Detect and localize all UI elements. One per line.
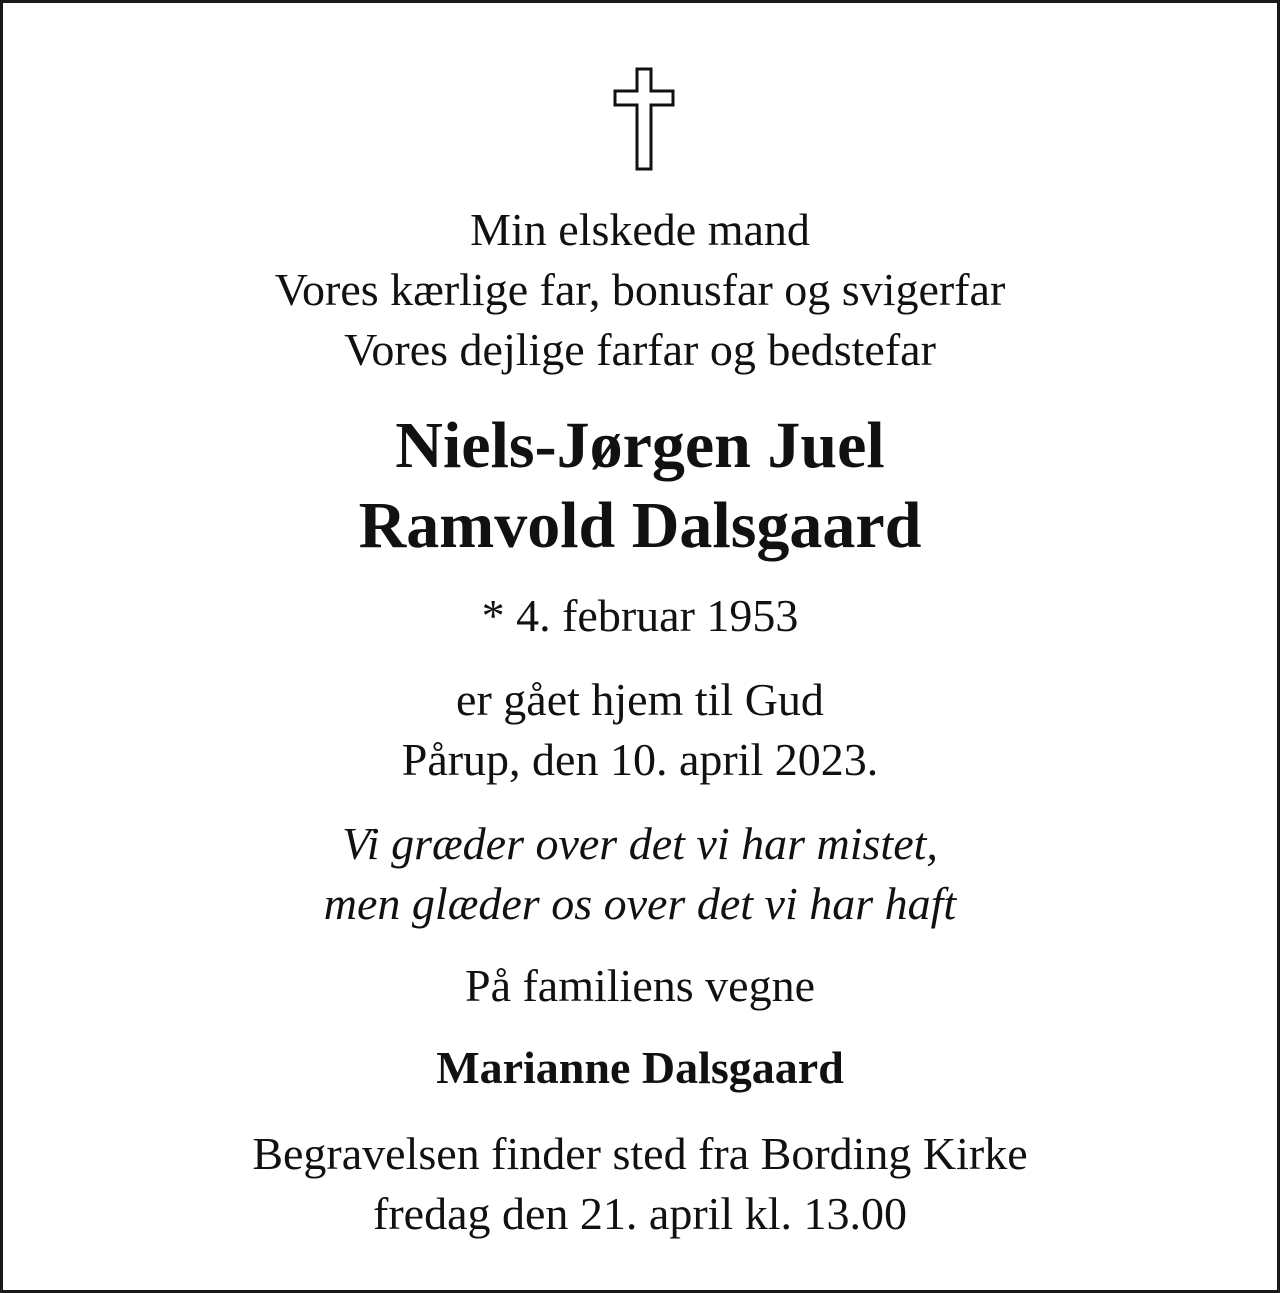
funeral-line-2: fredag den 21. april kl. 13.00 xyxy=(373,1188,907,1239)
deceased-name-line-1: Niels-Jørgen Juel xyxy=(395,409,885,482)
birth-date: * 4. februar 1953 xyxy=(481,590,799,641)
funeral-line-1: Begravelsen finder sted fra Bording Kirke xyxy=(252,1128,1028,1179)
verse-line-1: Vi græder over det vi har mistet, xyxy=(342,818,938,869)
cross-icon xyxy=(612,67,676,171)
death-line-2: Pårup, den 10. april 2023. xyxy=(401,734,879,785)
on-behalf-text: På familiens vegne xyxy=(464,960,815,1011)
death-line-1: er gået hjem til Gud xyxy=(456,674,824,725)
intro-line-2: Vores kærlige far, bonusfar og svigerfar xyxy=(274,264,1006,315)
verse-line-2: men glæder os over det vi har haft xyxy=(323,878,957,929)
deceased-name-line-2: Ramvold Dalsgaard xyxy=(358,489,922,562)
intro-line-3: Vores dejlige farfar og bedstefar xyxy=(344,324,936,375)
intro-line-1: Min elskede mand xyxy=(470,204,810,255)
signer-name: Marianne Dalsgaard xyxy=(436,1042,844,1093)
